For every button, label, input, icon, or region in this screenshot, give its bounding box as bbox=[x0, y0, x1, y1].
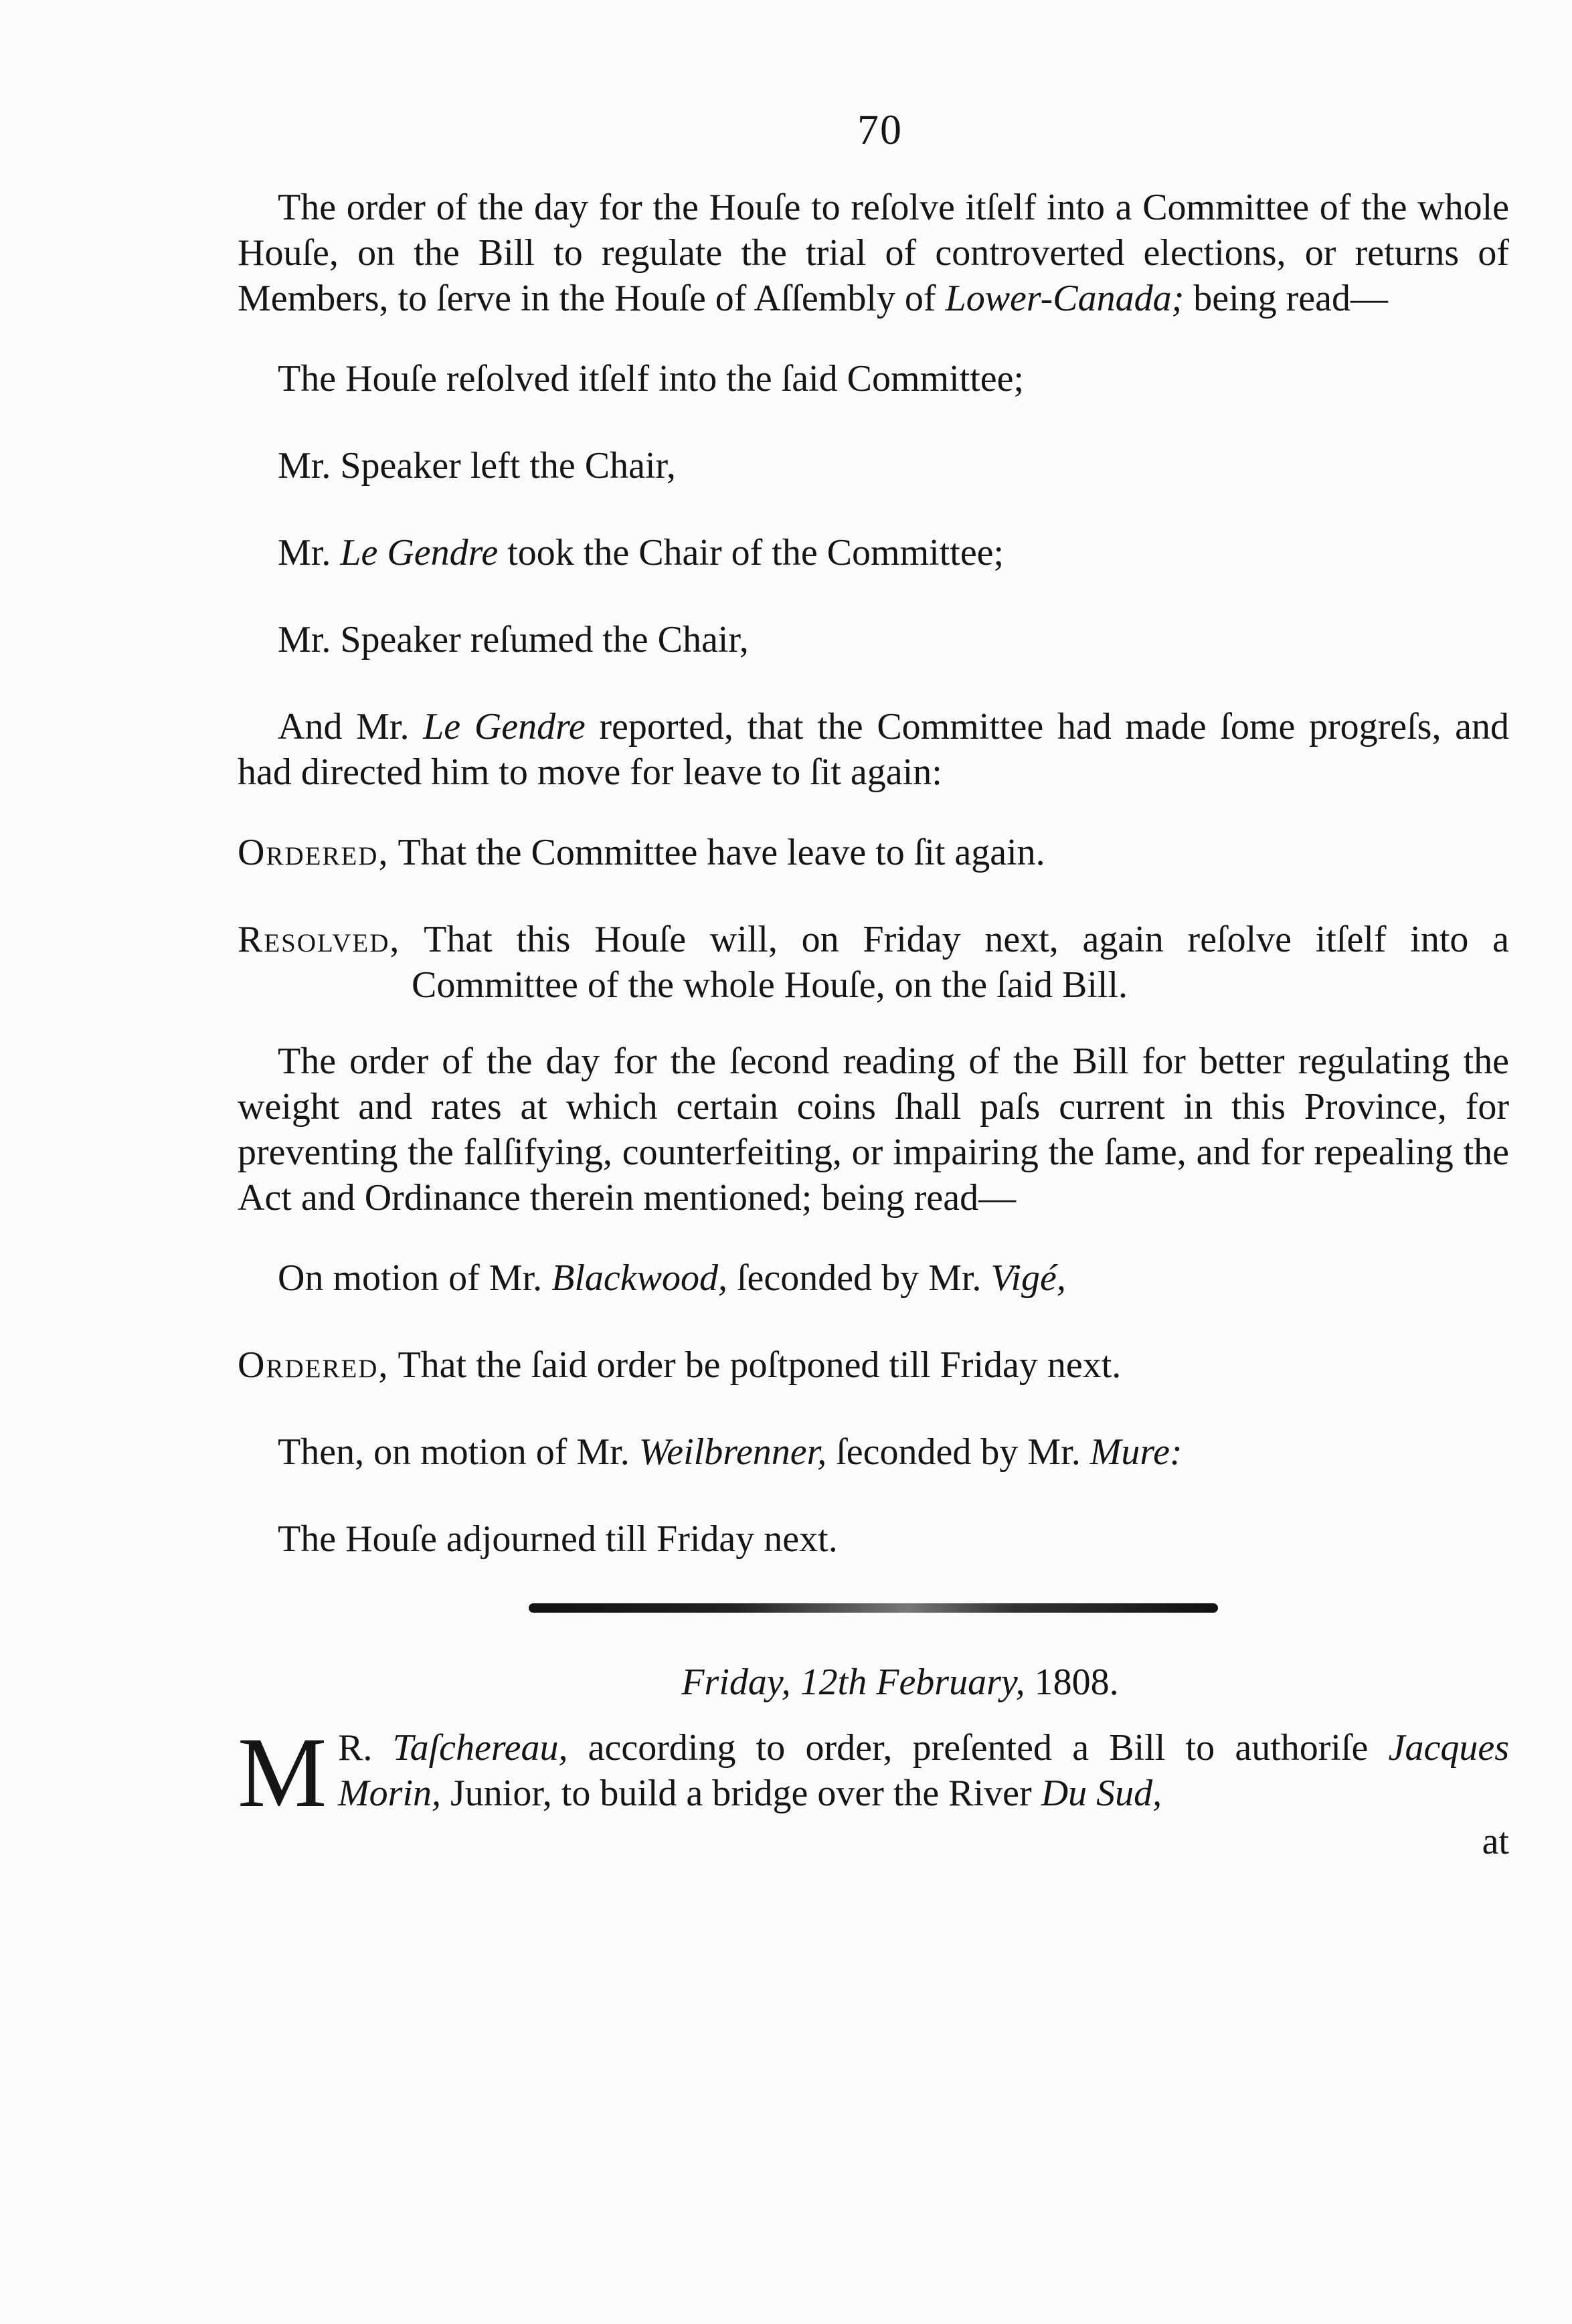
person-name: Le Gendre bbox=[423, 706, 586, 747]
resolved-label: Resolved, bbox=[238, 919, 401, 960]
text: Then, on motion of Mr. bbox=[278, 1431, 639, 1473]
text: The order of the day for the Houſe to reſolve itſelf into a Committee of the whole Houſe, on the Bill to regulate the trial of controverted elections, or returns of Members, to ſerve in the Houſe of Aſſembly of bbox=[238, 187, 1509, 319]
ordered-leave bbox=[238, 830, 1509, 875]
ordered-label: Ordered, bbox=[238, 1344, 389, 1386]
paragraph-controverted-elections bbox=[238, 185, 1509, 321]
line-then-motion bbox=[238, 1429, 1509, 1475]
text: Mr. bbox=[278, 532, 341, 573]
line-speaker-resumed: Mr. Speaker reſumed the Chair, bbox=[278, 619, 749, 660]
text: That the Committee have leave to ſit again. bbox=[389, 832, 1045, 873]
text: according to order, preſented a Bill to authoriſe bbox=[567, 1727, 1389, 1769]
line-motion bbox=[238, 1255, 1509, 1301]
text: reported, that the Committee had made ſome progreſs, and had directed him to move for leave to ſit again: bbox=[238, 706, 1509, 793]
river-name: Du Sud, bbox=[1041, 1773, 1162, 1814]
text: took the Chair of the Committee; bbox=[498, 532, 1005, 573]
document-page bbox=[238, 107, 1509, 1864]
line-house-resolved: The Houſe reſolved itſelf into the ſaid Committee; bbox=[278, 358, 1025, 399]
person-name: Vigé, bbox=[990, 1257, 1066, 1299]
text: being read— bbox=[1184, 278, 1388, 319]
section-divider bbox=[529, 1603, 1218, 1613]
person-name: Blackwood, bbox=[551, 1257, 727, 1299]
place-name: Lower-Canada; bbox=[945, 278, 1185, 319]
line-adjourned: The Houſe adjourned till Friday next. bbox=[278, 1518, 838, 1560]
paragraph-coins-bill: The order of the day for the ſecond reading of the Bill for better regulating the weight and rates at which certain coins ſhall paſs current in this Province, for preventing the falſifying, counterfeiting, or impairing the ſame, and for repealing the Act and Ordinance therein mentioned; being read— bbox=[238, 1041, 1509, 1219]
paragraph-report bbox=[238, 704, 1509, 795]
text: On motion of Mr. bbox=[278, 1257, 552, 1299]
paragraph-bridge-bill bbox=[238, 1717, 1509, 1828]
drop-cap: M bbox=[238, 1717, 327, 1828]
person-name: Taſchereau, bbox=[392, 1727, 568, 1769]
person-name: Mure: bbox=[1089, 1431, 1183, 1473]
catchword: at bbox=[1482, 1821, 1509, 1862]
resolved-committee bbox=[238, 917, 1509, 1008]
text: R. bbox=[338, 1727, 393, 1769]
line-speaker-left: Mr. Speaker left the Chair, bbox=[278, 445, 676, 486]
date-day: Friday, bbox=[681, 1662, 791, 1703]
date-year: 1808. bbox=[1034, 1662, 1119, 1703]
date-text: 12th February, bbox=[790, 1662, 1035, 1703]
line-chair-taken bbox=[238, 530, 1509, 575]
dateline bbox=[291, 1660, 1509, 1705]
ordered-postponed bbox=[238, 1342, 1509, 1388]
text: ſeconded by Mr. bbox=[826, 1431, 1090, 1473]
page-number: 70 bbox=[857, 106, 903, 153]
ordered-label: Ordered, bbox=[238, 832, 389, 873]
text: ſeconded by Mr. bbox=[727, 1257, 991, 1299]
text: Junior, to build a bridge over the River bbox=[441, 1773, 1041, 1814]
text: That the ſaid order be poſtponed till Friday next. bbox=[389, 1344, 1122, 1386]
person-name: Weilbrenner, bbox=[638, 1431, 827, 1473]
text: And Mr. bbox=[278, 706, 424, 747]
person-name: Le Gendre bbox=[340, 532, 499, 573]
text: That this Houſe will, on Friday next, again reſolve itſelf into a Committee of the whole Houſe, on the ſaid Bill. bbox=[400, 919, 1509, 1006]
person-name: Jacques Morin, bbox=[338, 1727, 1509, 1814]
